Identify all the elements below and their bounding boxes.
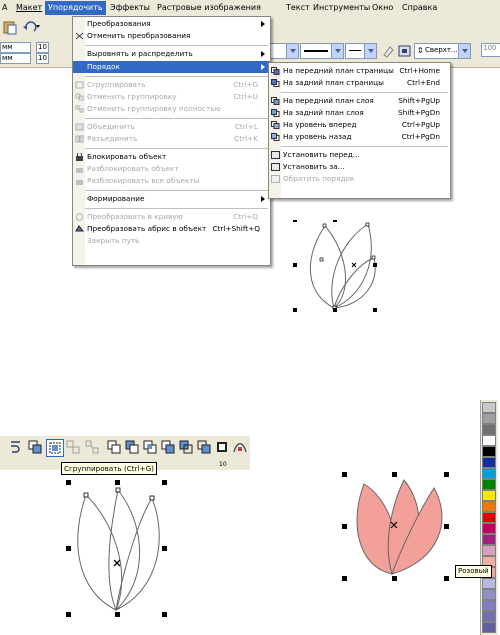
menu-item-shortcut: Ctrl+G: [233, 80, 258, 89]
color-swatch[interactable]: [482, 512, 496, 523]
menu-item-label: Преобразовать абрис в объект: [87, 224, 207, 233]
menu-item-shortcut: Ctrl+Shift+Q: [212, 224, 260, 233]
menu-item-to-back-of-page[interactable]: [269, 77, 450, 89]
menu-item-ungroup-all[interactable]: [73, 103, 270, 115]
menu-item-label: Выровнять и распределить: [87, 49, 193, 58]
petal-shape-filled[interactable]: [340, 470, 460, 585]
simplify-icon[interactable]: [160, 439, 176, 455]
color-swatch[interactable]: [482, 501, 496, 512]
menu-item-bitmaps[interactable]: Растровые изображения: [157, 3, 261, 12]
menu-item-label: Обратить порядок: [283, 174, 355, 183]
menu-item-align-distribute[interactable]: [73, 48, 270, 60]
menu-item-to-back-of-layer[interactable]: [269, 107, 450, 119]
front-minus-back-icon[interactable]: [178, 439, 194, 455]
menu-item-to-front-of-page[interactable]: [269, 65, 450, 77]
color-swatch[interactable]: [482, 435, 496, 446]
to-back-layer-icon: [271, 109, 280, 117]
menu-item-label: Отменить группировку: [87, 92, 177, 101]
to-front-layer-icon: [271, 97, 280, 105]
menu-item-label: Установить перед...: [283, 150, 360, 159]
order-submenu: [268, 62, 451, 199]
menu-item-reverse-order[interactable]: [269, 173, 450, 185]
scale-x-field[interactable]: [36, 42, 49, 53]
ungroup-all-icon: [75, 105, 84, 113]
ungroup-icon[interactable]: [65, 439, 81, 455]
color-swatch[interactable]: [482, 446, 496, 457]
color-swatch[interactable]: [482, 424, 496, 435]
to-front-page-icon: [271, 67, 280, 75]
opacity-field[interactable]: [481, 43, 500, 57]
menu-item-label: Разъединить: [87, 134, 138, 143]
menu-item-ungroup[interactable]: [73, 91, 270, 103]
menu-item-clear-transformations[interactable]: [73, 30, 270, 42]
menu-item-label: На задний план страницы: [283, 78, 384, 87]
menu-separator: [85, 148, 268, 149]
trim-icon[interactable]: [124, 439, 140, 455]
break-apart-icon: [75, 135, 84, 143]
forward-one-icon: [271, 121, 280, 129]
color-swatch[interactable]: [482, 589, 496, 600]
menu-item-forward-one[interactable]: [269, 119, 450, 131]
menu-item-label: Установить за...: [283, 162, 345, 171]
menu-item-arrange[interactable]: Упорядочить: [45, 1, 106, 15]
menu-item-lock-object[interactable]: [73, 151, 270, 163]
menu-item-label: Разблокировать объект: [87, 164, 179, 173]
chevron-down-icon[interactable]: [286, 44, 298, 58]
paste-icon[interactable]: [2, 19, 18, 35]
clear-transform-icon: [75, 32, 84, 40]
color-swatch[interactable]: [482, 534, 496, 545]
menu-item-back-one[interactable]: [269, 131, 450, 143]
line-style-combo[interactable]: [300, 43, 344, 59]
menu-item-effects[interactable]: Эффекты: [110, 3, 150, 12]
wrap-mode-combo[interactable]: [414, 43, 471, 59]
outline-width-combo[interactable]: [267, 43, 299, 59]
menu-item-shortcut: Ctrl+End: [407, 78, 440, 87]
color-swatch[interactable]: [482, 490, 496, 501]
color-tooltip: Розовый: [455, 565, 492, 578]
menu-item-shortcut: Ctrl+Home: [399, 66, 440, 75]
menu-item-label: Закрыть путь: [87, 236, 140, 245]
color-swatch[interactable]: [482, 457, 496, 468]
menu-item-text[interactable]: Текст: [286, 3, 310, 12]
menu-item-outline-to-object[interactable]: [73, 223, 270, 235]
scale-y-field[interactable]: [36, 53, 49, 64]
menu-item-label: Объединить: [87, 122, 135, 131]
lock-icon: [75, 153, 84, 161]
color-swatch[interactable]: [482, 622, 496, 633]
menu-item-shortcut: Ctrl+PgUp: [401, 120, 440, 129]
menu-item-label: Порядок: [87, 62, 120, 71]
menu-item-shortcut: Shift+PgUp: [398, 96, 440, 105]
menu-separator: [85, 208, 268, 209]
color-swatch[interactable]: [482, 523, 496, 534]
menu-item-label: На передний план слоя: [283, 96, 374, 105]
arrange-toolbar: [0, 436, 250, 459]
opacity-value: 100: [483, 44, 497, 52]
behind-icon: [271, 163, 280, 171]
menu-separator: [85, 76, 268, 77]
menu-item-help[interactable]: Справка: [402, 3, 438, 12]
group-objects-icon[interactable]: [27, 439, 43, 455]
petal-shape-top[interactable]: [290, 220, 400, 315]
menu-item-shaping[interactable]: [73, 193, 270, 205]
menu-item-shortcut: Ctrl+L: [234, 122, 258, 131]
chevron-down-icon[interactable]: [364, 44, 376, 58]
outline-to-object-icon: [75, 225, 84, 233]
menu-item-label: Сгруппировать: [87, 80, 146, 89]
color-swatch[interactable]: [482, 402, 496, 413]
menu-separator: [281, 146, 448, 147]
scale-y-value: 10: [38, 54, 47, 62]
menu-item-combine[interactable]: [73, 121, 270, 133]
wrap-mode-icon: ⇕: [417, 46, 424, 55]
menu-item-label: Формирование: [87, 194, 145, 203]
menu-item-label: Отменить группировку полностью: [87, 104, 221, 113]
height-unit: мм: [2, 54, 13, 62]
menu-item-window[interactable]: Окно: [372, 3, 394, 12]
color-swatch[interactable]: [482, 600, 496, 611]
menu-item-shortcut: Ctrl+U: [233, 92, 258, 101]
menu-item-group[interactable]: [73, 79, 270, 91]
menu-item-label: Отменить преобразования: [87, 31, 191, 40]
group-button-icon[interactable]: [46, 439, 64, 457]
menu-item-convert-to-curves[interactable]: [73, 211, 270, 223]
group-tooltip: Сгруппировать (Ctrl+G): [61, 462, 157, 475]
back-minus-front-icon[interactable]: [196, 439, 212, 455]
undo-dropdown-icon[interactable]: [36, 25, 40, 28]
menu-item-label: На уровень назад: [283, 132, 352, 141]
wrap-mode-value: Сверхт...: [425, 46, 458, 54]
chevron-down-icon[interactable]: [331, 44, 343, 58]
height-field[interactable]: [0, 53, 31, 64]
width-unit: мм: [2, 43, 13, 51]
ruler-number: 10: [219, 461, 227, 468]
menu-item-shortcut: Ctrl+PgDn: [401, 132, 440, 141]
unlock-icon: [75, 165, 84, 173]
menu-item-shortcut: Ctrl+K: [234, 134, 258, 143]
menu-item-label: Блокировать объект: [87, 152, 167, 161]
lock-icon[interactable]: [380, 43, 396, 59]
line-style-preview: [304, 50, 328, 52]
menu-item-to-front-of-layer[interactable]: [269, 95, 450, 107]
color-swatch[interactable]: [482, 611, 496, 622]
menu-item-unlock-object[interactable]: [73, 163, 270, 175]
menu-separator: [85, 190, 268, 191]
color-swatch[interactable]: [482, 468, 496, 479]
arrow-end-combo[interactable]: [345, 43, 377, 59]
menu-item-layout[interactable]: Макет: [16, 3, 43, 12]
menu-item-label: На передний план страницы: [283, 66, 394, 75]
menu-item-label: На задний план слоя: [283, 108, 364, 117]
wrap-paragraph-icon[interactable]: [8, 439, 24, 455]
convert-curve-icon: [75, 213, 84, 221]
menu-separator: [85, 45, 268, 46]
group-icon: [75, 81, 84, 89]
menu-item-transformations[interactable]: [73, 18, 270, 30]
color-swatch[interactable]: [482, 578, 496, 589]
color-swatch[interactable]: [482, 413, 496, 424]
width-field[interactable]: [0, 42, 31, 53]
arrow-end-preview: [349, 50, 361, 51]
convert-curve-icon[interactable]: [232, 439, 248, 455]
menu-separator: [85, 118, 268, 119]
menu-item-break-apart[interactable]: [73, 133, 270, 145]
color-swatch[interactable]: [482, 479, 496, 490]
chevron-down-icon[interactable]: [458, 44, 470, 58]
reverse-order-icon: [271, 175, 280, 183]
color-palette: [480, 400, 498, 635]
arrange-menu: [72, 16, 271, 266]
menu-item-shortcut: Ctrl+Q: [233, 212, 258, 221]
color-swatch[interactable]: [482, 545, 496, 556]
back-one-icon: [271, 133, 280, 141]
menu-item-a[interactable]: А: [2, 3, 8, 12]
ungroup-icon: [75, 93, 84, 101]
unlock-all-icon: [75, 177, 84, 185]
menu-item-shortcut: Shift+PgDn: [398, 108, 440, 117]
menu-item-label: Преобразовать в кривую: [87, 212, 183, 221]
ungroup-all-icon[interactable]: [84, 439, 100, 455]
menu-item-label: На уровень вперед: [283, 120, 357, 129]
menu-item-behind[interactable]: [269, 161, 450, 173]
wrap-text-icon[interactable]: [397, 43, 413, 59]
menu-item-label: Преобразования: [87, 19, 151, 28]
scale-x-value: 10: [38, 43, 47, 51]
weld-icon[interactable]: [106, 439, 122, 455]
intersect-icon[interactable]: [142, 439, 158, 455]
combine-icon: [75, 123, 84, 131]
boundary-icon[interactable]: [214, 439, 230, 455]
menu-item-close-path[interactable]: [73, 235, 270, 247]
menu-item-unlock-all[interactable]: [73, 175, 270, 187]
to-back-page-icon: [271, 79, 280, 87]
menu-item-label: Разблокировать все объекты: [87, 176, 200, 185]
menu-item-order[interactable]: [73, 61, 270, 73]
petal-shape-selected[interactable]: [62, 480, 172, 620]
in-front-of-icon: [271, 151, 280, 159]
menu-item-tools[interactable]: Инструменты: [313, 3, 371, 12]
menu-separator: [281, 92, 448, 93]
menu-item-in-front-of[interactable]: [269, 149, 450, 161]
